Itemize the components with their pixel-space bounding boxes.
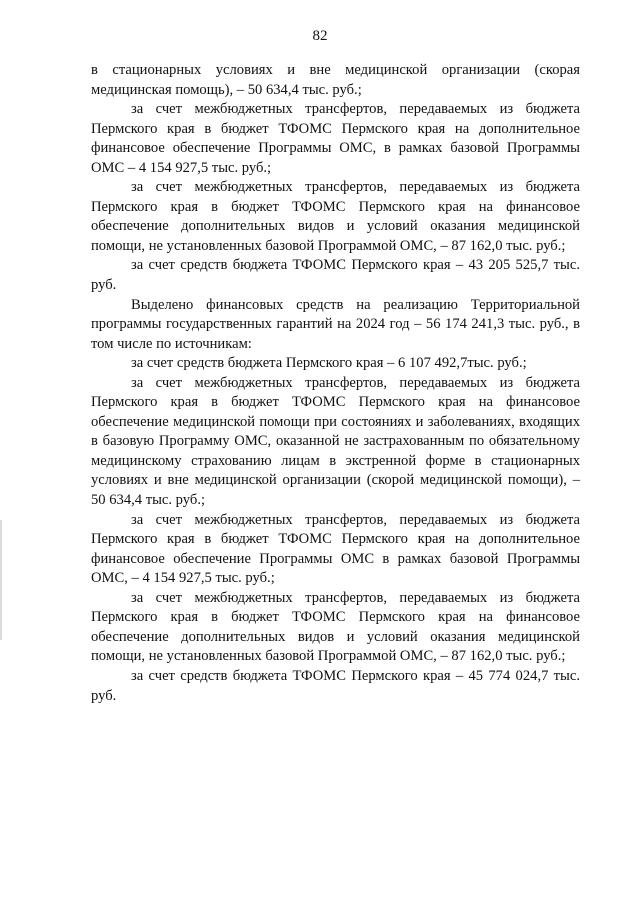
paragraph: Выделено финансовых средств на реализацию Территориальной программы государственных гарантий на 2024 год – 56 174 241,3 тыс. руб., в том числе по источникам:: [91, 296, 580, 352]
paragraph: за счет межбюджетных трансфертов, передаваемых из бюджета Пермского края в бюджет ТФОМС Пермского края на финансовое обеспечение медицинской помощи при состояниях и заболеваниях, входящих в базовую Программу ОМС, оказанной не застрахованным по обязательному медицинскому страхованию лицам в экстренной форме в стационарных условиях и вне медицинской организации (скорой медицинской помощи), – 50 634,4 тыс. руб.;: [91, 374, 580, 509]
paragraph: за счет межбюджетных трансфертов, передаваемых из бюджета Пермского края в бюджет ТФОМС Пермского края на финансовое обеспечение дополнительных видов и условий оказания медицинской помощи, не установленных базовой Программой ОМС, – 87 162,0 тыс. руб.;: [91, 179, 580, 254]
paragraph: за счет средств бюджета ТФОМС Пермского края – 43 205 525,7 тыс. руб.: [91, 257, 580, 294]
paragraph: за счет средств бюджета Пермского края – 6 107 492,7тыс. руб.;: [131, 355, 527, 372]
document-body: [91, 61, 580, 706]
paragraph: за счет средств бюджета ТФОМС Пермского края – 45 774 024,7 тыс. руб.: [91, 667, 580, 704]
paragraph: за счет межбюджетных трансфертов, передаваемых из бюджета Пермского края в бюджет ТФОМС Пермского края на дополнительное финансовое обеспечение Программы ОМС, в рамках базовой Программы ОМС – 4 154 927,5 тыс. руб.;: [91, 101, 580, 176]
page-number: 82: [312, 28, 328, 44]
scan-edge-mark: [0, 520, 2, 640]
paragraph-continuation: в стационарных условиях и вне медицинской организации (скорая медицинская помощь), – 50 634,4 тыс. руб.;: [91, 62, 580, 98]
paragraph: за счет межбюджетных трансфертов, передаваемых из бюджета Пермского края в бюджет ТФОМС Пермского края на дополнительное финансовое обеспечение Программы ОМС в рамках базовой Программы ОМС, – 4 154 927,5 тыс. руб.;: [91, 511, 580, 587]
paragraph: за счет межбюджетных трансфертов, передаваемых из бюджета Пермского края в бюджет ТФОМС Пермского края на финансовое обеспечение дополнительных видов и условий оказания медицинской помощи, не установленных базовой Программой ОМС, – 87 162,0 тыс. руб.;: [91, 589, 580, 665]
